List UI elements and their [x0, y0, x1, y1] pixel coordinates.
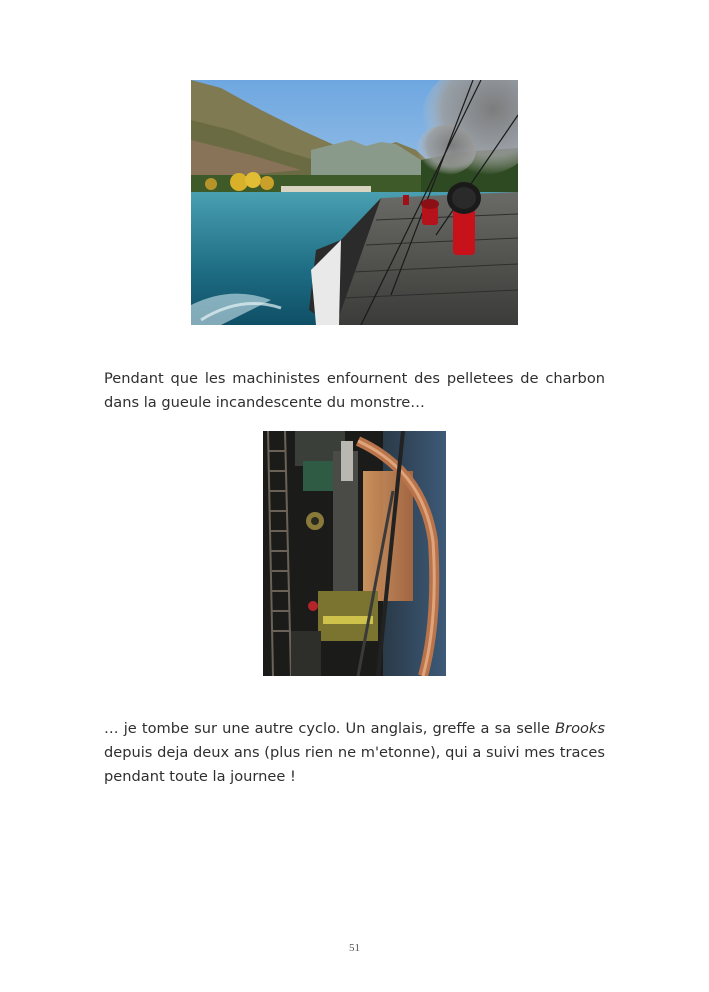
paragraph-1-text: Pendant que les machinistes enfournent des pelletees de charbon dans la gueule incandescente du monstre… — [104, 370, 605, 411]
narrative-paragraph-2 — [104, 717, 605, 789]
paragraph-2-italic-brand: Brooks — [555, 720, 605, 737]
paragraph-2-text-start: … je tombe sur une autre cyclo. Un anglais, greffe a sa selle — [104, 720, 556, 737]
narrative-paragraph-1 — [104, 367, 605, 415]
steamship-lake-photo — [191, 80, 518, 325]
paragraph-2-text-end: depuis deja deux ans (plus rien ne m'etonne), qui a suivi mes traces pendant toute la journee ! — [104, 744, 605, 785]
engine-room-photo — [263, 431, 446, 676]
page-number: 51 — [349, 942, 360, 954]
